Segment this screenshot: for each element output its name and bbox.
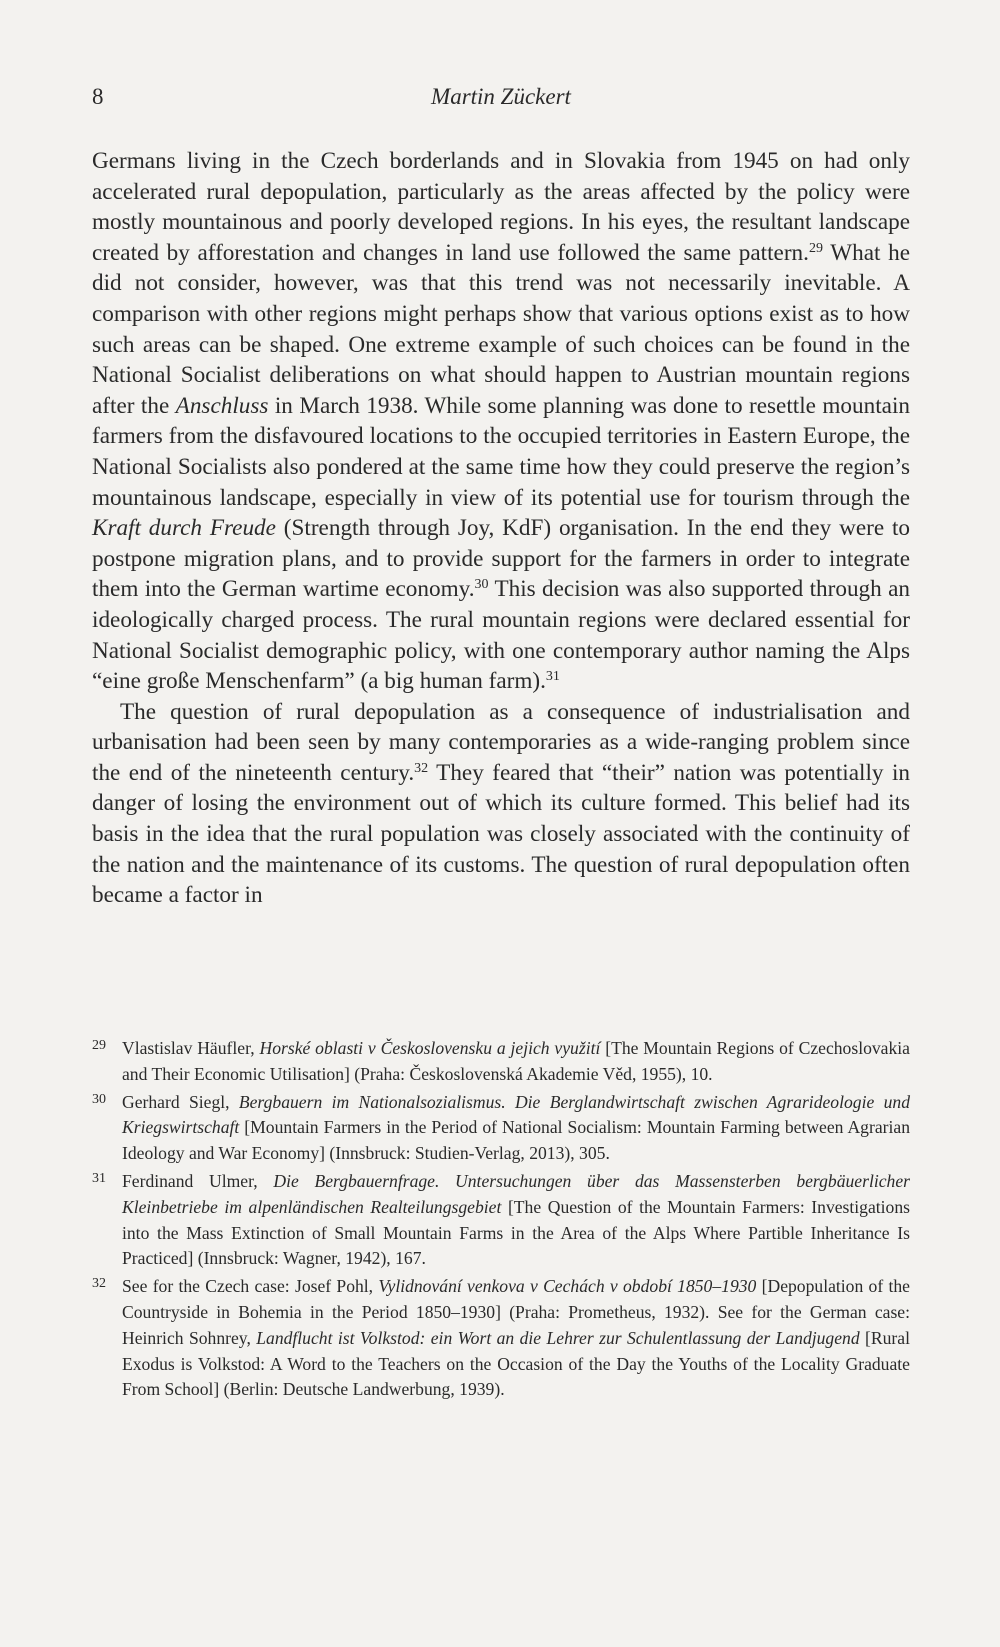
text-run: Ferdinand Ulmer,	[122, 1170, 274, 1191]
footnote-ref-29: 29	[808, 240, 823, 256]
cited-title: Bergbauern im Nationalsozialismus. Die Berglandwirtschaft zwischen Agrarideologie und Kriegswirtschaft	[122, 1091, 910, 1138]
page-number: 8	[92, 84, 104, 109]
term-kraft-durch-freude: Kraft durch Freude	[92, 515, 276, 542]
footnote-number: 29	[92, 1038, 106, 1053]
text-run: in March 1938. While some planning was done to resettle mountain farmers from the disfavoured locations to the occupied territories in Eastern Europe, the National Socialists also pondered at the same time how they could preserve the region’s mountainous landscape, especially in view of its potential use for tourism through the	[92, 392, 910, 511]
running-head-author: Martin Zückert	[431, 84, 571, 109]
footnote-30	[92, 1090, 910, 1167]
text-run: [The Question of the Mountain Farmers: Investigations into the Mass Extinction of Small Mountain Farms in the Area of the Alps Where Partible Inheritance Is Practiced] (Innsbruck: Wagner, 1942), 167.	[122, 1196, 910, 1269]
cited-title: Horské oblasti v Československu a jejich využití	[259, 1038, 601, 1058]
text-run: The question of rural depopulation as a consequence of industrialisation and urbanisation had been seen by many contemporaries as a wide-ranging problem since the end of the nineteenth century.	[92, 698, 910, 786]
main-text	[92, 146, 910, 911]
running-header	[92, 84, 910, 124]
text-run: [Depopulation of the Countryside in Bohemia in the Period 1850–1930] (Praha: Prometheus, 1932). See for the German case: Heinrich Sohnrey,	[122, 1276, 910, 1348]
cited-title: Landflucht ist Volkstod: ein Wort an die Lehrer zur Schulentlassung der Landjugend	[256, 1327, 860, 1348]
text-run: They feared that “their” nation was potentially in danger of losing the environment out of which its culture formed. This belief had its basis in the idea that the rural population was closely associated with the continuity of the nation and the maintenance of its customs. The question of rural depopulation often became a factor in	[92, 759, 910, 909]
text-run: [The Mountain Regions of Czechoslovakia and Their Economic Utilisation] (Praha: Československá Akademie Věd, 1955), 10.	[122, 1038, 910, 1084]
footnotes	[92, 1036, 910, 1405]
text-run: Germans living in the Czech borderlands and in Slovakia from 1945 on had only accelerated rural depopulation, particularly as the areas affected by the policy were mostly mountainous and poorly developed regions. In his eyes, the resultant landscape created by afforestation and changes in land use followed the same pattern.	[92, 148, 910, 266]
footnote-number: 30	[92, 1091, 106, 1107]
footnote-ref-30: 30	[474, 577, 489, 593]
text-run: This decision was also supported through an ideologically charged process. The rural mountain regions were declared essential for National Socialist demographic policy, with one contemporary author naming the Alps “eine große Menschenfarm” (a big human farm).	[92, 576, 910, 695]
footnote-number: 31	[92, 1170, 106, 1186]
cited-title: Vylidnování venkova v Cechách v období 1850–1930	[378, 1276, 757, 1297]
text-run: [Mountain Farmers in the Period of National Socialism: Mountain Farming between Agrarian Ideology and War Economy] (Innsbruck: Studien-Verlag, 2013), 305.	[122, 1117, 910, 1164]
term-anschluss: Anschluss	[175, 392, 269, 419]
footnote-number: 32	[92, 1276, 106, 1292]
paragraph-1	[92, 146, 910, 697]
text-run: Gerhard Siegl,	[122, 1091, 239, 1112]
cited-title: Die Bergbauernfrage. Untersuchungen über das Massensterben bergbäuerlicher Kleinbetriebe im alpenländischen Realteilungsgebiet	[122, 1170, 910, 1217]
text-run: What he did not consider, however, was that this trend was not necessarily inevitable. A comparison with other regions might perhaps show that various options exist as to how such areas can be shaped. One extreme example of such choices can be found in the National Socialist deliberations on what should happen to Austrian mountain regions after the	[92, 239, 910, 419]
text-run: Vlastislav Häufler,	[122, 1038, 260, 1058]
footnote-ref-31: 31	[545, 669, 560, 685]
text-run: (Strength through Joy, KdF) organisation. In the end they were to postpone migration plans, and to provide support for the farmers in order to integrate them into the German wartime economy.	[92, 515, 910, 603]
footnote-29	[92, 1036, 910, 1088]
text-run: [Rural Exodus is Volkstod: A Word to the Teachers on the Occasion of the Day the Youths of the Locality Graduate From School] (Berlin: Deutsche Landwerbung, 1939).	[122, 1327, 910, 1400]
footnote-32	[92, 1274, 910, 1403]
paragraph-2	[92, 697, 910, 911]
text-run: See for the Czech case: Josef Pohl,	[122, 1276, 379, 1297]
footnote-ref-32: 32	[414, 760, 429, 776]
footnote-31	[92, 1169, 910, 1272]
